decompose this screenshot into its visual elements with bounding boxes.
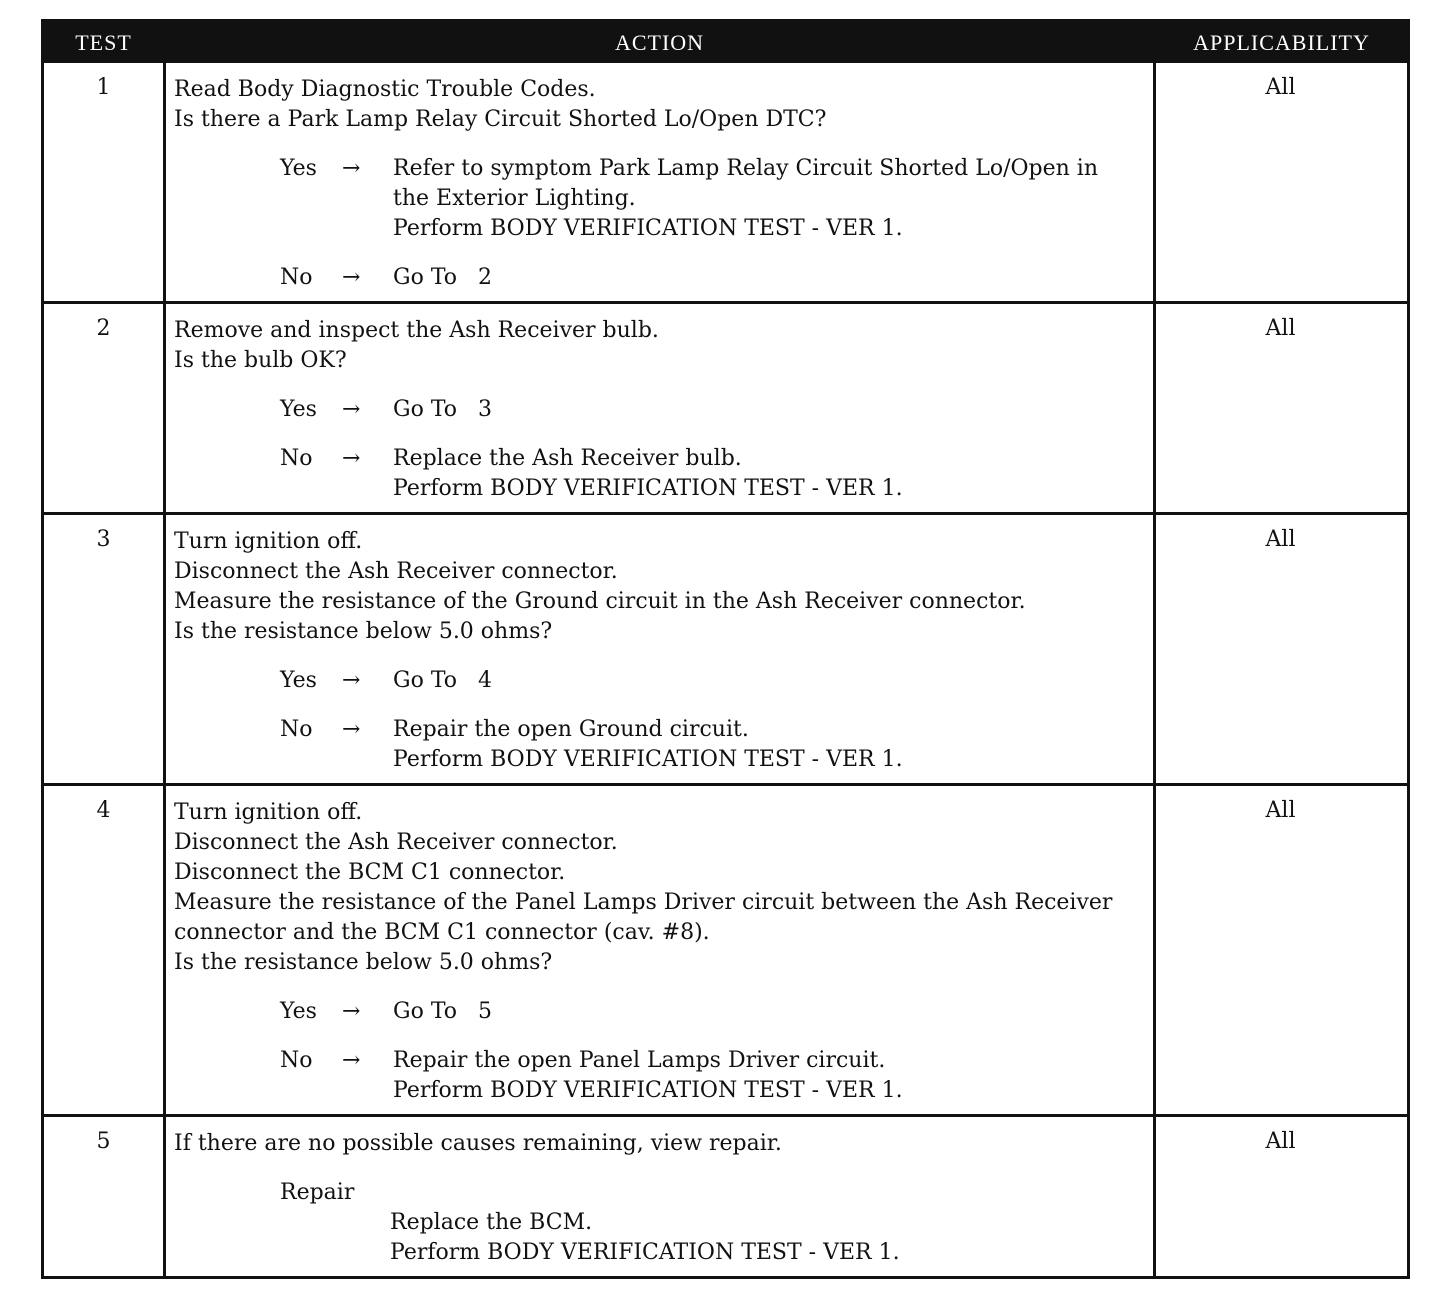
yes-response (174, 997, 1154, 1027)
response-text: Perform BODY VERIFICATION TEST - VER 1. (393, 747, 903, 772)
action-cell (174, 798, 1154, 1106)
applicability-value: All (1265, 798, 1296, 823)
action-cell (174, 316, 1154, 504)
action-text: Is the bulb OK? (174, 348, 347, 373)
response-text: Go To 3 (393, 397, 492, 422)
action-text: If there are no possible causes remaining, view repair. (174, 1131, 782, 1156)
table-row (44, 304, 1407, 512)
response-text: Refer to symptom Park Lamp Relay Circuit Shorted Lo/Open in (393, 156, 1098, 181)
action-text: Is the resistance below 5.0 ohms? (174, 619, 553, 644)
no-response (174, 263, 1154, 293)
test-number: 1 (96, 75, 111, 100)
arrow-icon: → (342, 999, 361, 1024)
response-text: Perform BODY VERIFICATION TEST - VER 1. (393, 216, 903, 241)
arrow-icon: → (342, 1048, 361, 1073)
arrow-icon: → (342, 668, 361, 693)
no-response (174, 715, 1154, 775)
action-text: Disconnect the BCM C1 connector. (174, 860, 566, 885)
action-text: Remove and inspect the Ash Receiver bulb. (174, 318, 659, 343)
response-text: Replace the Ash Receiver bulb. (393, 446, 742, 471)
repair-label: Repair (280, 1180, 355, 1205)
applicability-value: All (1265, 75, 1296, 100)
test-number: 5 (96, 1129, 111, 1154)
table-row (44, 786, 1407, 1114)
response-text: the Exterior Lighting. (393, 186, 636, 211)
test-number: 4 (96, 798, 111, 823)
response-label: No (280, 717, 313, 742)
response-label: Yes (280, 999, 317, 1024)
response-label: No (280, 446, 313, 471)
action-text: Turn ignition off. (174, 529, 363, 554)
diagnostic-test-table (41, 19, 1410, 1279)
repair-text: Replace the BCM. (390, 1210, 593, 1235)
response-text: Repair the open Panel Lamps Driver circuit. (393, 1048, 886, 1073)
action-text: Disconnect the Ash Receiver connector. (174, 559, 618, 584)
action-text: Read Body Diagnostic Trouble Codes. (174, 77, 596, 102)
response-text: Perform BODY VERIFICATION TEST - VER 1. (393, 476, 903, 501)
arrow-icon: → (342, 265, 361, 290)
yes-response (174, 154, 1154, 244)
table-header (44, 22, 1407, 63)
response-label: No (280, 1048, 313, 1073)
action-text: Disconnect the Ash Receiver connector. (174, 830, 618, 855)
table-row (44, 63, 1407, 303)
test-number: 3 (96, 527, 111, 552)
action-text: connector and the BCM C1 connector (cav. #8). (174, 920, 710, 945)
table-row (44, 515, 1407, 783)
no-response (174, 444, 1154, 504)
action-text: Measure the resistance of the Ground circuit in the Ash Receiver connector. (174, 589, 1026, 614)
response-label: Yes (280, 397, 317, 422)
response-label: Yes (280, 668, 317, 693)
arrow-icon: → (342, 446, 361, 471)
arrow-icon: → (342, 156, 361, 181)
table-row (44, 1117, 1407, 1277)
response-text: Go To 2 (393, 265, 492, 290)
applicability-value: All (1265, 527, 1296, 552)
action-cell (174, 75, 1154, 293)
action-text: Is the resistance below 5.0 ohms? (174, 950, 553, 975)
action-text: Measure the resistance of the Panel Lamps Driver circuit between the Ash Receiver (174, 890, 1113, 915)
action-text: Is there a Park Lamp Relay Circuit Shorted Lo/Open DTC? (174, 107, 827, 132)
arrow-icon: → (342, 717, 361, 742)
header-test: TEST (75, 30, 132, 55)
action-cell (174, 527, 1154, 775)
response-text: Go To 4 (393, 668, 492, 693)
action-text: Turn ignition off. (174, 800, 363, 825)
response-text: Perform BODY VERIFICATION TEST - VER 1. (393, 1078, 903, 1103)
response-label: Yes (280, 156, 317, 181)
arrow-icon: → (342, 397, 361, 422)
header-applicability: APPLICABILITY (1193, 30, 1370, 55)
applicability-value: All (1265, 1129, 1296, 1154)
response-text: Repair the open Ground circuit. (393, 717, 749, 742)
action-cell (174, 1129, 1154, 1268)
applicability-value: All (1265, 316, 1296, 341)
response-text: Go To 5 (393, 999, 492, 1024)
repair-text: Perform BODY VERIFICATION TEST - VER 1. (390, 1240, 900, 1265)
response-label: No (280, 265, 313, 290)
yes-response (174, 395, 1154, 425)
yes-response (174, 666, 1154, 696)
no-response (174, 1046, 1154, 1106)
header-action: ACTION (614, 30, 705, 55)
test-number: 2 (96, 316, 111, 341)
